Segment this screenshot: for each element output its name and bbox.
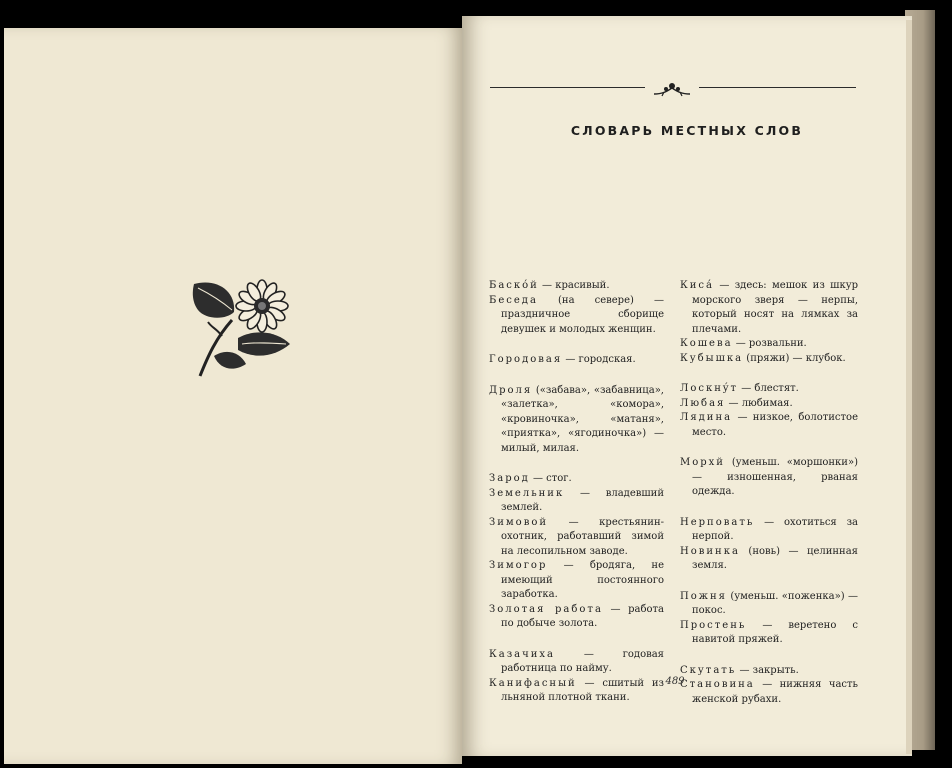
dictionary-entry bbox=[489, 294, 664, 338]
entry-term: Пожня bbox=[680, 590, 727, 602]
entry-term: Зимовой bbox=[489, 516, 549, 528]
dictionary-entry bbox=[489, 487, 664, 516]
entry-definition: — городская. bbox=[562, 354, 636, 365]
entry-term: Земельник bbox=[489, 487, 565, 499]
entry-definition: — годовая работница по найму. bbox=[501, 648, 664, 674]
entry-definition: — стог. bbox=[529, 473, 572, 484]
dictionary-entry bbox=[680, 678, 858, 707]
dictionary-entry bbox=[489, 353, 664, 368]
entry-term: Кисá bbox=[680, 280, 714, 291]
dictionary-entry bbox=[680, 279, 858, 337]
entry-term: Скутать bbox=[680, 664, 737, 676]
dictionary-entry bbox=[489, 516, 664, 560]
entry-definition: — красивый. bbox=[538, 280, 610, 291]
entry-term: Лядина bbox=[680, 412, 733, 423]
entry-term: Простень bbox=[680, 619, 747, 631]
entry-definition: — владевший землей. bbox=[501, 487, 664, 513]
entry-definition: — работа по добыче золота. bbox=[501, 603, 664, 629]
dictionary-entry bbox=[680, 352, 858, 367]
dictionary-entry bbox=[489, 279, 664, 294]
dictionary-entry bbox=[489, 384, 664, 457]
entry-definition: — розвальни. bbox=[732, 338, 807, 349]
dictionary-entry bbox=[680, 545, 858, 574]
entry-definition: — любимая. bbox=[725, 397, 793, 409]
entry-definition: — крестьянин-охотник, работавший зимой на лесопильном заводе. bbox=[501, 516, 664, 557]
entry-term: Новинка bbox=[680, 545, 740, 557]
dictionary-entry bbox=[680, 516, 858, 545]
entry-term: Казачиха bbox=[489, 648, 555, 660]
dictionary-entry bbox=[489, 677, 664, 706]
entry-term: Морхй bbox=[680, 457, 725, 468]
ornament-icon bbox=[652, 80, 692, 100]
entry-term: Городовая bbox=[489, 354, 563, 365]
flower-illustration bbox=[186, 276, 296, 380]
dictionary-entry bbox=[680, 382, 858, 397]
entry-definition: — закрыть. bbox=[736, 664, 799, 676]
entry-definition: (уменьш. «поженка») — покос. bbox=[692, 590, 858, 616]
entry-term: Баскóй bbox=[489, 280, 539, 291]
page-number: 489 bbox=[665, 676, 685, 687]
dictionary-entry bbox=[489, 648, 664, 677]
dictionary-entry bbox=[680, 411, 858, 440]
entry-definition: — бродяга, не имеющий постоянного заработка. bbox=[501, 560, 664, 600]
entry-term: Канифасный bbox=[489, 677, 577, 689]
entry-definition: («забава», «забавница», «залетка», «комора», «кровиночка», «матаня», «приятка», «ягодиночка») — милый, милая. bbox=[501, 384, 664, 454]
entry-definition: (уменьш. «моршонки») — изношенная, рваная одежда. bbox=[692, 457, 858, 497]
entry-term: Становина bbox=[680, 679, 755, 690]
left-column bbox=[489, 279, 664, 706]
dictionary-entry bbox=[489, 472, 664, 487]
dictionary-entry bbox=[680, 590, 858, 619]
entry-term: Зарод bbox=[489, 473, 530, 484]
entry-definition: (пряжи) — клубок. bbox=[743, 352, 846, 364]
entry-definition: (на севере) — праздничное сборище девушек и молодых женщин. bbox=[501, 294, 664, 335]
entry-definition: (новь) — целинная земля. bbox=[692, 545, 858, 571]
entry-term: Золотая работа bbox=[489, 603, 603, 615]
page-title: СЛОВАРЬ МЕСТНЫХ СЛОВ bbox=[570, 123, 804, 138]
dictionary-entry bbox=[680, 456, 858, 500]
entry-definition: — охотиться за нерпой. bbox=[692, 516, 858, 542]
entry-definition: — здесь: мешок из шкур морского зверя — нерпы, который носят на лямках за плечами. bbox=[692, 280, 858, 335]
entry-definition: — сшитый из льняной плотной ткани. bbox=[501, 677, 664, 703]
header-rule-right bbox=[699, 87, 856, 88]
entry-term: Беседа bbox=[489, 294, 538, 306]
entry-term: Любая bbox=[680, 397, 726, 409]
header-rule-left bbox=[490, 87, 645, 88]
dictionary-entry bbox=[680, 397, 858, 412]
dictionary-entry bbox=[680, 337, 858, 352]
entry-term: Дроля bbox=[489, 384, 533, 396]
dictionary-entry bbox=[680, 619, 858, 648]
entry-definition: — низкое, болотистое место. bbox=[692, 412, 858, 438]
entry-term: Зимогор bbox=[489, 560, 548, 571]
dictionary-entry bbox=[489, 559, 664, 603]
entry-term: Нерповать bbox=[680, 516, 755, 528]
left-page bbox=[4, 28, 462, 764]
dictionary-entry bbox=[680, 664, 858, 679]
entry-definition: — блестят. bbox=[738, 383, 799, 394]
entry-term: Лоскнýт bbox=[680, 383, 739, 394]
entry-definition: — нижняя часть женской рубахи. bbox=[692, 679, 858, 705]
entry-definition: — веретено с навитой пряжей. bbox=[692, 619, 858, 645]
entry-term: Кубышка bbox=[680, 352, 744, 364]
dictionary-entry bbox=[489, 603, 664, 632]
entry-term: Кошева bbox=[680, 338, 733, 349]
right-column bbox=[680, 279, 858, 707]
